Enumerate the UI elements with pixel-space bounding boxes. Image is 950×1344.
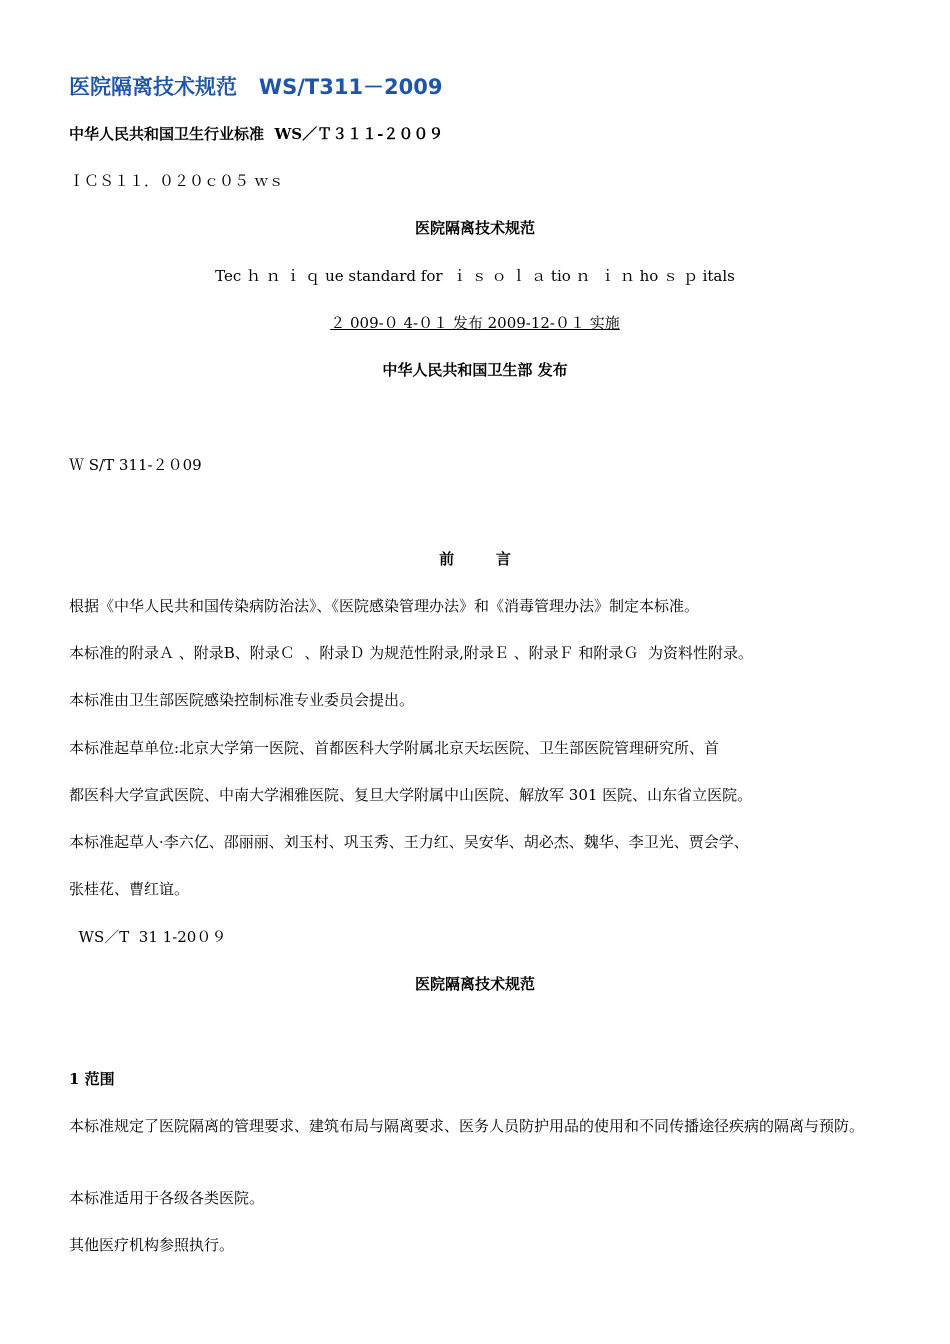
cover-title-cn: 医院隔离技术规范 [414, 219, 535, 237]
section-paragraph: 其他医疗机构参照执行。 [69, 1236, 235, 1254]
industry-standard-line: 中华人民共和国卫生行业标准 WS／Ｔ３１１-２００９ [69, 125, 444, 143]
section-heading: 1 范围 [69, 1070, 115, 1088]
standard-code: Ｗ S/T 311-２０09 [69, 456, 202, 474]
foreword-paragraph: 本标准的附录Ａ 、附录B、附录Ｃ 、附录Ｄ 为规范性附录,附录Ｅ 、附录Ｆ 和附录Ｇ 为资料性附录。 [69, 644, 753, 662]
main-title: 医院隔离技术规范 [414, 975, 535, 993]
drafting-units-line: 都医科大学宣武医院、中南大学湘雅医院、复旦大学附属中山医院、解放军 301 医院、山东省立医院。 [69, 786, 753, 804]
cover-title-en: Tec ｈ ｎ ｉ ｑ ue standard for ｉ ｓ ｏ ｌ ａ tio ｎ ｉ ｎ ho ｓ ｐ itals [215, 267, 735, 285]
standard-code: WS／T 31 1-20０９ [69, 928, 227, 946]
foreword-paragraph: 本标准由卫生部医院感染控制标准专业委员会提出。 [69, 691, 415, 709]
foreword-paragraph: 根据《中华人民共和国传染病防治法》、《医院感染管理办法》和《消毒管理办法》制定本标准。 [69, 597, 700, 615]
section-paragraph: 本标准适用于各级各类医院。 [69, 1189, 265, 1207]
release-dates: ２ 009-０ 4-０１ 发布 2009-12-０１ 实施 [330, 314, 620, 332]
document-title: 医院隔离技术规范 WS/T311－2009 [69, 75, 443, 99]
drafting-units-line: 本标准起草单位:北京大学第一医院、首都医科大学附属北京天坛医院、卫生部医院管理研究所、首 [69, 739, 720, 757]
foreword-heading: 前 言 [439, 550, 511, 568]
drafters-line: 张桂花、曹红谊。 [69, 880, 190, 898]
ics-code: ＩＣＳ１１．０２０ｃ０５ ｗｓ [69, 172, 284, 190]
section-paragraph: 本标准规定了医院隔离的管理要求、建筑布局与隔离要求、医务人员防护用品的使用和不同传播途径疾病的隔离与预防。 [69, 1117, 865, 1135]
drafters-line: 本标准起草人·李六亿、邵丽丽、刘玉村、巩玉秀、王力红、吴安华、胡必杰、魏华、李卫光、贾会学、 [69, 833, 749, 851]
issuer-line: 中华人民共和国卫生部 发布 [382, 361, 568, 379]
